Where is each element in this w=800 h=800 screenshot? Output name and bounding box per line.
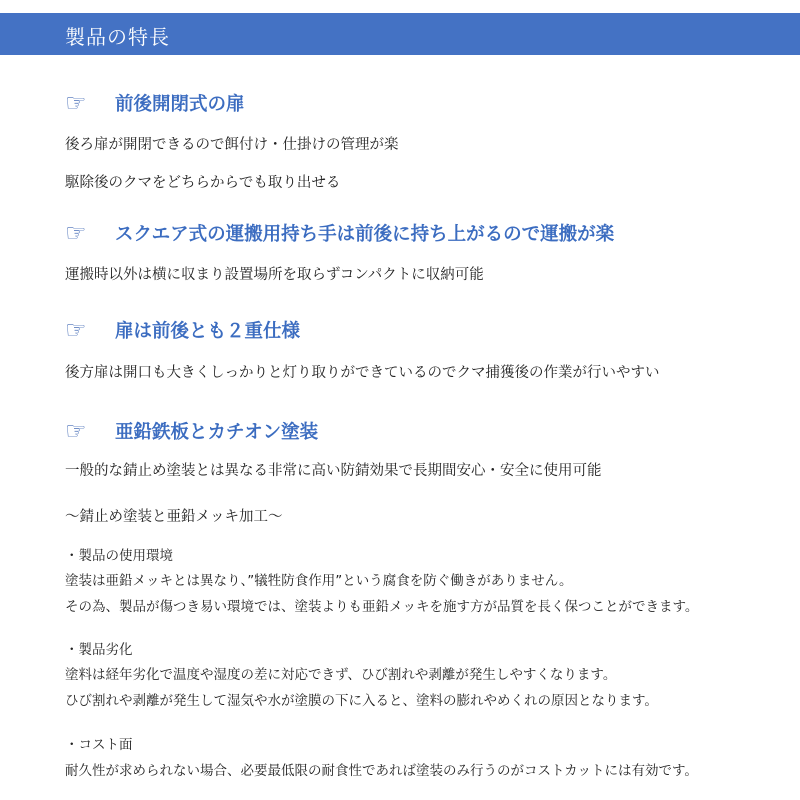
detail-text: 耐久性が求められない場合、必要最低限の耐食性であれば塗装のみ行うのがコストカットには有効です。 bbox=[65, 763, 698, 779]
detail-text: 塗装は亜鉛メッキとは異なり、”犠牲防食作用”という腐食を防ぐ働きがありません。 bbox=[65, 573, 573, 589]
pointing-hand-icon: ☞ bbox=[65, 417, 87, 445]
body-text: 駆除後のクマをどちらからでも取り出せる bbox=[65, 175, 341, 191]
body-text: 後方扉は開口も大きくしっかりと灯り取りができているのでクマ捕獲後の作業が行いやすい bbox=[65, 365, 660, 381]
detail-title: ・製品劣化 bbox=[65, 642, 133, 658]
section-heading bbox=[65, 417, 319, 445]
page-header-bar bbox=[0, 13, 800, 55]
body-text: ～錆止め塗装と亜鉛メッキ加工～ bbox=[65, 509, 283, 525]
detail-text: ひび割れや剥離が発生して湿気や水が塗膜の下に入ると、塗料の膨れやめくれの原因となります。 bbox=[65, 693, 658, 709]
pointing-hand-icon: ☞ bbox=[65, 316, 87, 344]
heading-text: 前後開閉式の扉 bbox=[115, 94, 245, 115]
pointing-hand-icon: ☞ bbox=[65, 89, 87, 117]
section-heading bbox=[65, 316, 301, 344]
detail-title: ・コスト面 bbox=[65, 737, 133, 753]
body-text: 後ろ扉が開閉できるので餌付け・仕掛けの管理が楽 bbox=[65, 137, 399, 153]
detail-title: ・製品の使用環境 bbox=[65, 548, 173, 564]
heading-text: 扉は前後とも２重仕様 bbox=[115, 321, 301, 342]
body-text: 運搬時以外は横に収まり設置場所を取らずコンパクトに収納可能 bbox=[65, 267, 484, 283]
section-heading bbox=[65, 219, 615, 247]
body-text: 一般的な錆止め塗装とは異なる非常に高い防錆効果で長期間安心・安全に使用可能 bbox=[65, 463, 602, 479]
pointing-hand-icon: ☞ bbox=[65, 219, 87, 247]
detail-text: その為、製品が傷つき易い環境では、塗装よりも亜鉛メッキを施す方が品質を長く保つことができます。 bbox=[65, 599, 699, 615]
section-heading bbox=[65, 89, 245, 117]
heading-text: スクエア式の運搬用持ち手は前後に持ち上がるので運搬が楽 bbox=[115, 224, 615, 245]
page-title: 製品の特長 bbox=[65, 25, 170, 49]
detail-text: 塗料は経年劣化で温度や湿度の差に対応できず、ひび割れや剥離が発生しやすくなります。 bbox=[65, 667, 617, 683]
heading-text: 亜鉛鉄板とカチオン塗装 bbox=[115, 422, 319, 443]
